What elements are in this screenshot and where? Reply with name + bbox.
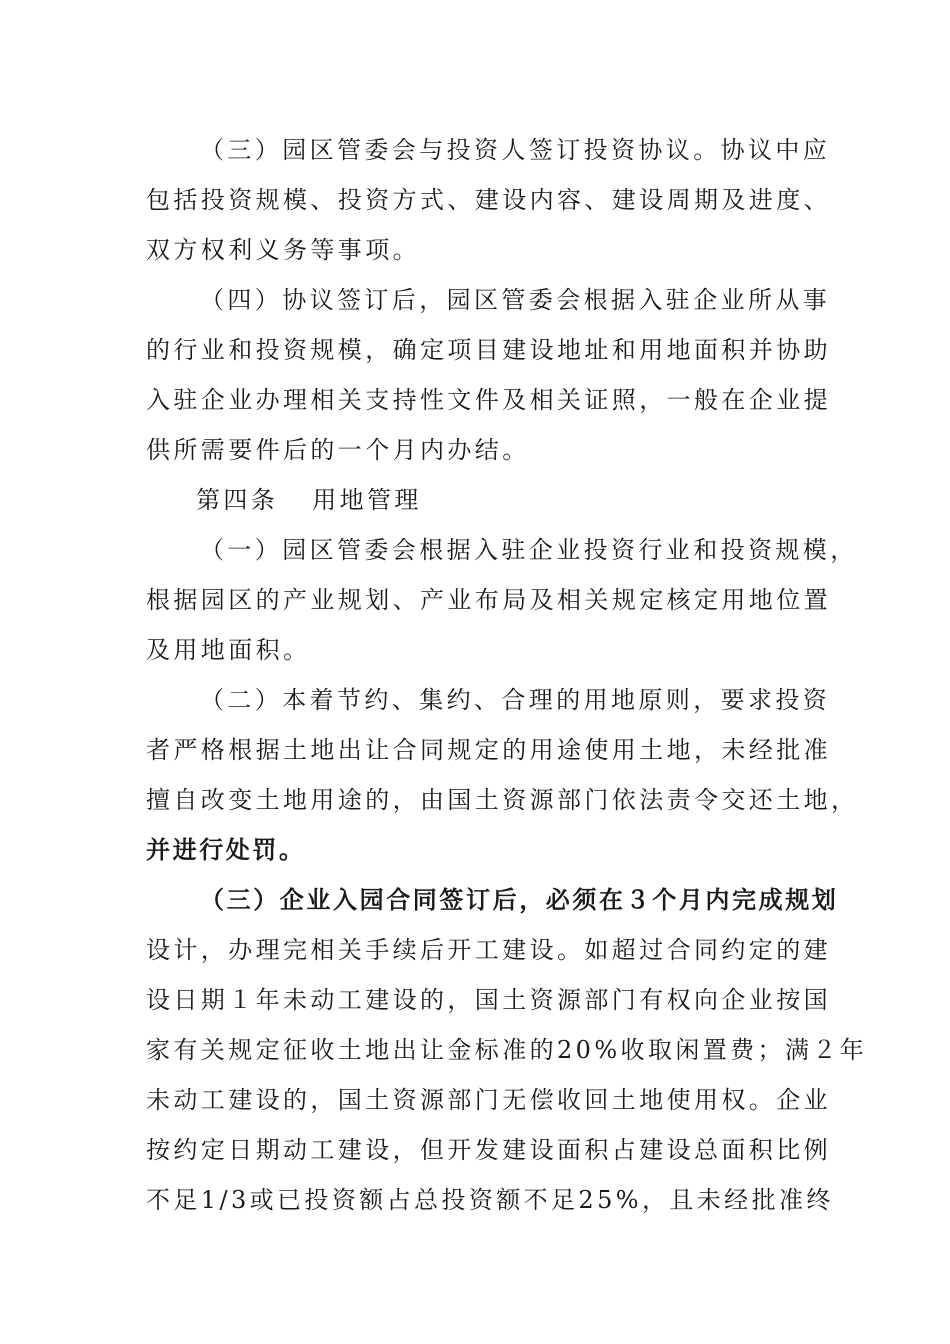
paragraph-line: 设计，办理完相关手续后开工建设。如超过合同约定的建 <box>146 936 831 964</box>
paragraph-line: 按约定日期动工建设，但开发建设面积占建设总面积比例 <box>146 1136 831 1164</box>
paragraph-line: （四）协议签订后，园区管委会根据入驻企业所从事 <box>200 286 831 314</box>
paragraph-line: 并进行处罚。 <box>146 835 306 864</box>
article-heading <box>196 484 866 516</box>
article-number: 第四条 <box>196 486 279 514</box>
paragraph-line: （三）园区管委会与投资人签订投资协议。协议中应 <box>200 136 831 164</box>
paragraph-line: 供所需要件后的一个月内办结。 <box>146 436 530 464</box>
paragraph-line: 不足1/3或已投资额占总投资额不足25%，且未经批准终 <box>146 1186 834 1214</box>
paragraph-line: 的行业和投资规模，确定项目建设地址和用地面积并协助 <box>146 336 831 364</box>
paragraph-line: 设日期１年未动工建设的，国土资源部门有权向企业按国 <box>146 986 831 1014</box>
paragraph-line: 者严格根据土地出让合同规定的用途使用土地，未经批准 <box>146 736 831 764</box>
paragraph-line: 家有关规定征收土地出让金标准的20%收取闲置费；满２年 <box>146 1036 868 1064</box>
paragraph-line: 根据园区的产业规划、产业布局及相关规定核定用地位置 <box>146 586 831 614</box>
paragraph-line: 包括投资规模、投资方式、建设内容、建设周期及进度、 <box>146 186 831 214</box>
paragraph-line: （三）企业入园合同签订后，必须在３个月内完成规划 <box>200 885 839 914</box>
paragraph-line: 入驻企业办理相关支持性文件及相关证照，一般在企业提 <box>146 386 831 414</box>
paragraph-line: 双方权利义务等事项。 <box>146 236 420 264</box>
paragraph-line: 擅自改变土地用途的，由国土资源部门依法责令交还土地， <box>146 786 859 814</box>
paragraph-line: 未动工建设的，国土资源部门无偿收回土地使用权。企业 <box>146 1086 831 1114</box>
article-title: 用地管理 <box>312 486 422 514</box>
paragraph-line: （二）本着节约、集约、合理的用地原则，要求投资 <box>200 686 831 714</box>
paragraph-line: 及用地面积。 <box>146 636 311 664</box>
paragraph-line: （一）园区管委会根据入驻企业投资行业和投资规模， <box>200 536 858 564</box>
